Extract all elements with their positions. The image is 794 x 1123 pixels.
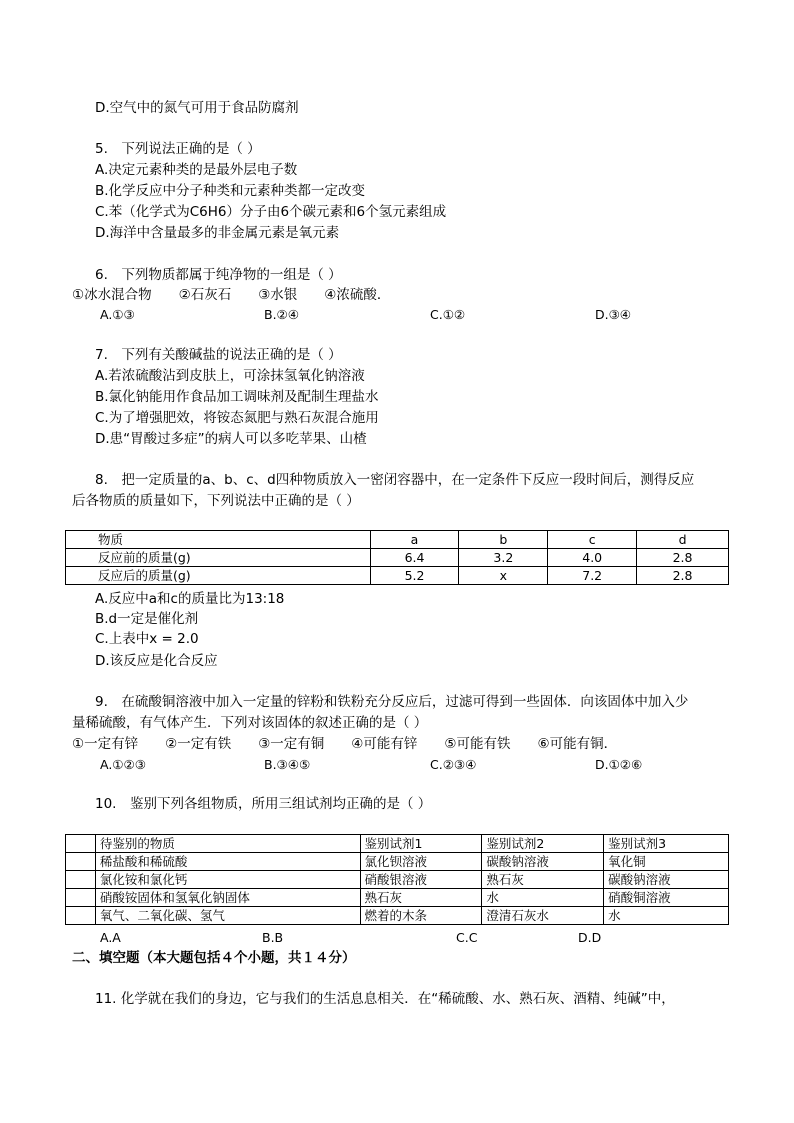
table-cell: 6.4	[370, 549, 459, 567]
table-cell: 水	[482, 889, 604, 907]
q7-option-c: C.为了增强肥效，将铵态氮肥与熟石灰混合施用	[95, 410, 379, 426]
table-row	[66, 835, 729, 853]
q10-option-b: B.B	[262, 930, 284, 945]
q9-items: ①一定有锌 ②一定有铁 ③一定有铜 ④可能有锌 ⑤可能有铁 ⑥可能有铜．	[72, 736, 618, 752]
table-cell: 硝酸铵固体和氢氧化钠固体	[95, 889, 360, 907]
q5-option-d: D.海洋中含量最多的非金属元素是氧元素	[95, 225, 340, 241]
q4-option-d: D.空气中的氮气可用于食品防腐剂	[95, 100, 299, 116]
q8-stem-line2: 后各物质的质量如下，下列说法中正确的是（ ）	[72, 493, 360, 509]
q10-option-a: A.A	[100, 930, 121, 945]
table-cell: 熟石灰	[360, 889, 482, 907]
q5-option-a: A.决定元素种类的是最外层电子数	[95, 162, 298, 178]
table-row	[66, 531, 729, 549]
table-cell: 碳酸钠溶液	[604, 871, 729, 889]
table-header-cell: a	[370, 531, 459, 549]
q9-stem-line2: 量稀硫酸，有气体产生．下列对该固体的叙述正确的是（ ）	[72, 715, 428, 731]
table-cell: 氯化钡溶液	[360, 853, 482, 871]
table-row	[66, 549, 729, 567]
q8-table	[65, 530, 729, 585]
table-cell: 水	[604, 907, 729, 925]
table-cell: 氧气、二氧化碳、氢气	[95, 907, 360, 925]
q8-stem-line1: 8. 把一定质量的a、b、c、d四种物质放入一密闭容器中，在一定条件下反应一段时间后，测得反应	[95, 472, 695, 488]
table-header-cell: 鉴别试剂1	[360, 835, 482, 853]
table-cell: x	[459, 567, 548, 585]
table-header-cell: 物质	[66, 531, 371, 549]
q10-option-d: D.D	[578, 930, 602, 945]
q9-stem-line1: 9. 在硫酸铜溶液中加入一定量的锌粉和铁粉充分反应后，过滤可得到一些固体．向该固体中加入少	[95, 694, 689, 710]
table-cell: 氯化铵和氯化钙	[95, 871, 360, 889]
q6-option-d: D.③④	[595, 307, 632, 322]
table-cell: 7.2	[548, 567, 637, 585]
q6-stem: 6. 下列物质都属于纯净物的一组是（ ）	[95, 267, 342, 283]
q8-option-d: D.该反应是化合反应	[95, 653, 218, 669]
table-header-cell: 待鉴别的物质	[95, 835, 360, 853]
table-row	[66, 889, 729, 907]
q11-stem: 11. 化学就在我们的身边，它与我们的生活息息相关．在“稀硫酸、水、熟石灰、酒精、纯碱”中，	[95, 991, 675, 1007]
table-cell: 氧化铜	[604, 853, 729, 871]
q6-option-c: C.①②	[430, 307, 466, 322]
table-cell: 澄清石灰水	[482, 907, 604, 925]
q9-option-a: A.①②③	[100, 757, 146, 772]
table-row	[66, 853, 729, 871]
table-row	[66, 567, 729, 585]
q8-option-b: B.d一定是催化剂	[95, 611, 199, 627]
table-cell: 碳酸钠溶液	[482, 853, 604, 871]
table-cell: 硝酸银溶液	[360, 871, 482, 889]
table-cell: 熟石灰	[482, 871, 604, 889]
table-cell: 稀盐酸和稀硫酸	[95, 853, 360, 871]
q7-option-d: D.患“胃酸过多症”的病人可以多吃苹果、山楂	[95, 431, 367, 447]
q8-option-a: A.反应中a和c的质量比为13:18	[95, 591, 285, 607]
q8-option-c: C.上表中x = 2.0	[95, 631, 199, 647]
table-cell: 5.2	[370, 567, 459, 585]
table-cell: 2.8	[637, 567, 729, 585]
table-cell: 2.8	[637, 549, 729, 567]
q5-stem: 5. 下列说法正确的是（ ）	[95, 141, 261, 157]
q9-option-b: B.③④⑤	[264, 757, 311, 772]
q9-option-c: C.②③④	[430, 757, 477, 772]
table-header-cell: 鉴别试剂3	[604, 835, 729, 853]
q7-option-b: B.氯化钠能用作食品加工调味剂及配制生理盐水	[95, 389, 379, 405]
q10-option-c: C.C	[456, 930, 478, 945]
q9-option-d: D.①②⑥	[595, 757, 643, 772]
q7-option-a: A.若浓硫酸沾到皮肤上，可涂抹氢氧化钠溶液	[95, 368, 365, 384]
table-cell: 3.2	[459, 549, 548, 567]
q6-option-b: B.②④	[264, 307, 299, 322]
q6-items: ①冰水混合物 ②石灰石 ③水银 ④浓硫酸．	[72, 287, 391, 303]
table-row	[66, 907, 729, 925]
table-header-cell: d	[637, 531, 729, 549]
q10-table	[65, 834, 729, 925]
table-cell: 硝酸铜溶液	[604, 889, 729, 907]
table-cell: 4.0	[548, 549, 637, 567]
q5-option-b: B.化学反应中分子种类和元素种类都一定改变	[95, 183, 366, 199]
table-cell: 反应前的质量(g)	[66, 549, 371, 567]
table-cell: 燃着的木条	[360, 907, 482, 925]
table-cell: 反应后的质量(g)	[66, 567, 371, 585]
table-header-cell: c	[548, 531, 637, 549]
q5-option-c: C.苯（化学式为C6H6）分子由6个碳元素和6个氢元素组成	[95, 204, 447, 220]
q7-stem: 7. 下列有关酸碱盐的说法正确的是（ ）	[95, 347, 342, 363]
section-title: 二、填空题（本大题包括４个小题，共１４分）	[72, 950, 356, 966]
table-header-cell: 鉴别试剂2	[482, 835, 604, 853]
q6-option-a: A.①③	[100, 307, 135, 322]
table-row	[66, 871, 729, 889]
table-header-cell: b	[459, 531, 548, 549]
q10-stem: 10. 鉴别下列各组物质，所用三组试剂均正确的是（ ）	[95, 796, 432, 812]
